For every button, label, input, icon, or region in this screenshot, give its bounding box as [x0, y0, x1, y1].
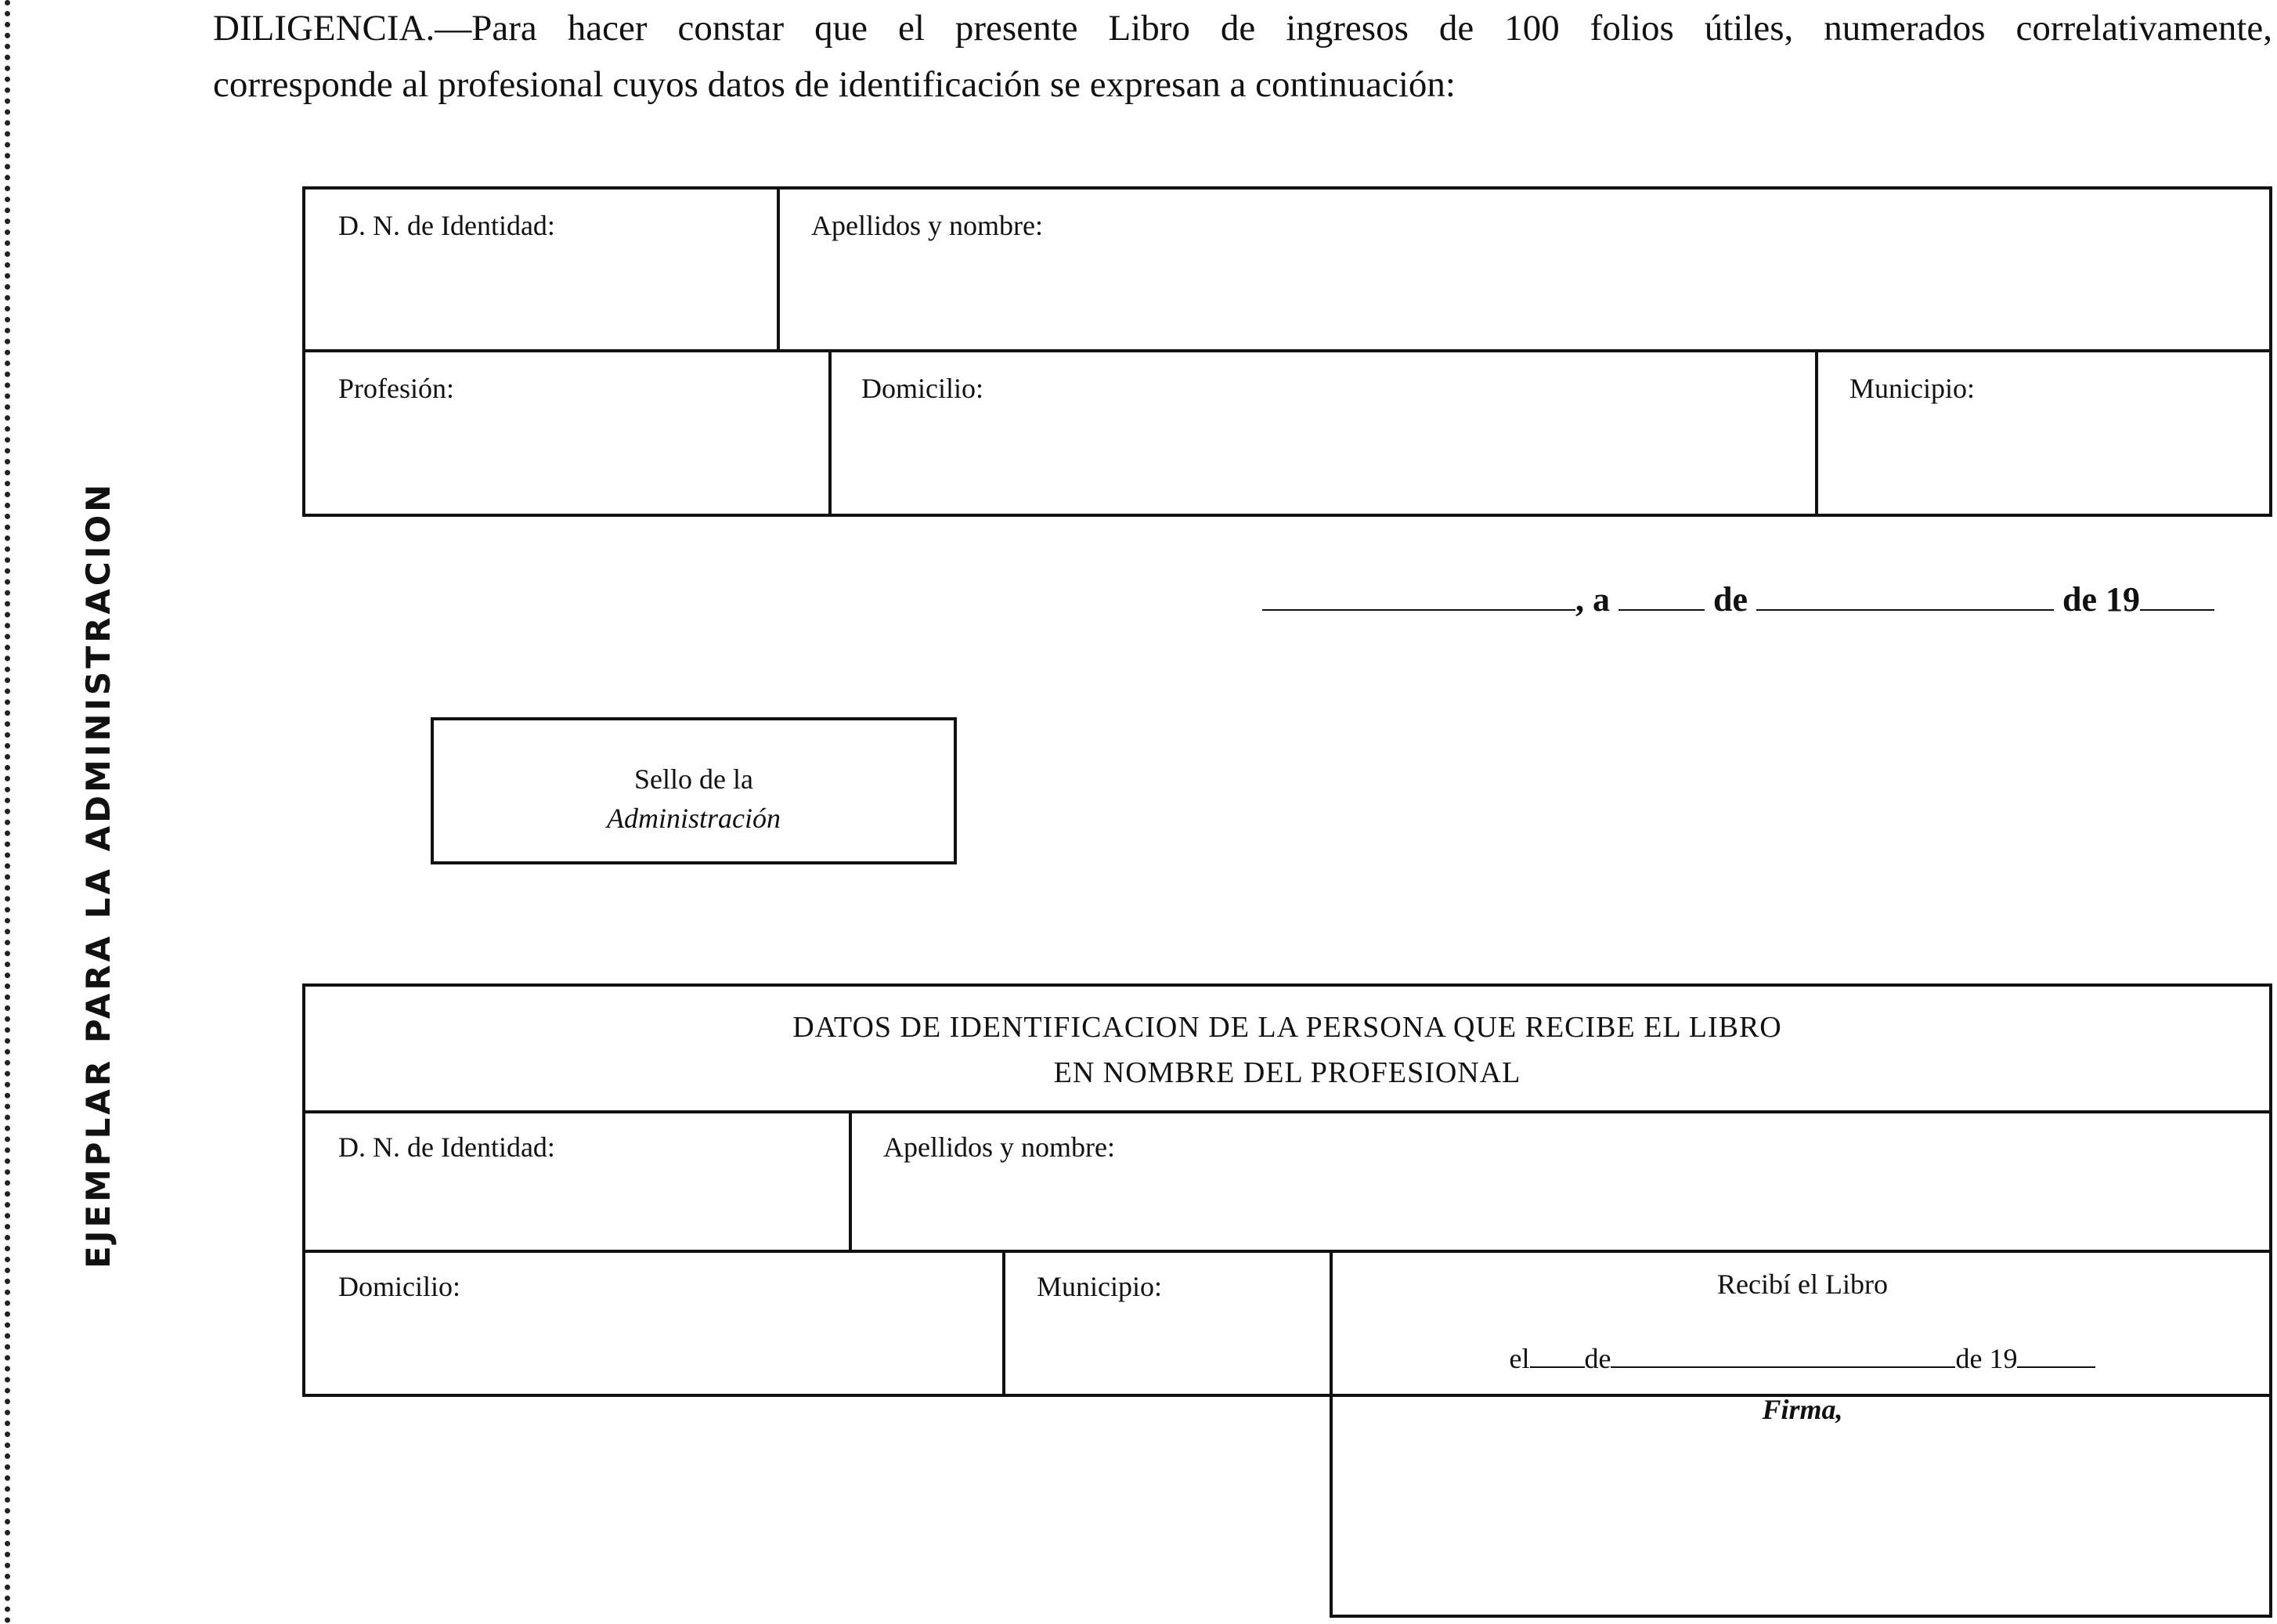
receipt-month-blank[interactable] — [1611, 1359, 1955, 1368]
stamp-label-line-1: Sello de la — [634, 763, 753, 795]
receiver-title-line-1: DATOS DE IDENTIFICACION DE LA PERSONA QUE RECIBE EL LIBRO — [792, 1011, 1782, 1044]
professional-box-row-divider — [302, 349, 2272, 352]
professional-box-col-divider-2 — [828, 349, 832, 517]
place-blank[interactable] — [1262, 601, 1575, 611]
intro-paragraph — [213, 0, 2272, 113]
signature-label: Firma, — [1762, 1394, 1843, 1425]
receiver-title-line-2: EN NOMBRE DEL PROFESIONAL — [1053, 1056, 1521, 1089]
intro-line-2: corresponde al profesional cuyos datos de identificación se expresan a continuación: — [213, 64, 1456, 105]
receiver-title-divider — [302, 1110, 2272, 1113]
receipt-signature-box — [1330, 1250, 2272, 1618]
receipt-year-blank[interactable] — [2017, 1359, 2095, 1368]
received-book-label: Recibí el Libro — [1717, 1269, 1888, 1300]
receipt-day-blank[interactable] — [1530, 1359, 1585, 1368]
address-field[interactable]: Domicilio: — [861, 373, 983, 404]
receiver-section-title — [302, 1005, 2272, 1095]
dni-field[interactable]: D. N. de Identidad: — [338, 210, 555, 241]
month-blank[interactable] — [1756, 601, 2054, 611]
day-blank[interactable] — [1618, 601, 1705, 611]
receiver-dni-field[interactable]: D. N. de Identidad: — [338, 1131, 555, 1163]
place-date-line — [1262, 579, 2272, 626]
receiver-address-field[interactable]: Domicilio: — [338, 1271, 460, 1302]
municipality-field[interactable]: Municipio: — [1849, 373, 1975, 404]
receiver-municipality-field[interactable]: Municipio: — [1037, 1271, 1162, 1302]
receiver-col-divider-2 — [1002, 1250, 1005, 1397]
professional-box-col-divider-3 — [1815, 349, 1818, 517]
year-blank[interactable] — [2140, 601, 2214, 611]
date-de-label-2: de 19 — [2062, 580, 2140, 619]
receiver-name-field[interactable]: Apellidos y nombre: — [883, 1131, 1115, 1163]
name-field[interactable]: Apellidos y nombre: — [811, 210, 1043, 241]
date-a-label: , a — [1575, 580, 1610, 619]
receipt-de19-label: de 19 — [1955, 1343, 2018, 1374]
receiver-col-divider-1 — [849, 1110, 852, 1251]
stamp-label-line-2: Administración — [607, 803, 781, 834]
perforation-dotted-line — [5, 0, 10, 1624]
copy-side-label: EJEMPLAR PARA LA ADMINISTRACION — [79, 481, 117, 1269]
stamp-label — [435, 760, 952, 838]
profession-field[interactable]: Profesión: — [338, 373, 454, 404]
receipt-date-line — [1333, 1341, 2272, 1376]
professional-box-col-divider-1 — [777, 186, 780, 351]
intro-line-1: DILIGENCIA.—Para hacer constar que el presente Libro de ingresos de 100 folios útiles, numerados correlativamente, — [213, 8, 2272, 49]
date-de-label-1: de — [1713, 580, 1748, 619]
receipt-el-label: el — [1509, 1343, 1530, 1374]
receipt-de-label: de — [1584, 1343, 1611, 1374]
